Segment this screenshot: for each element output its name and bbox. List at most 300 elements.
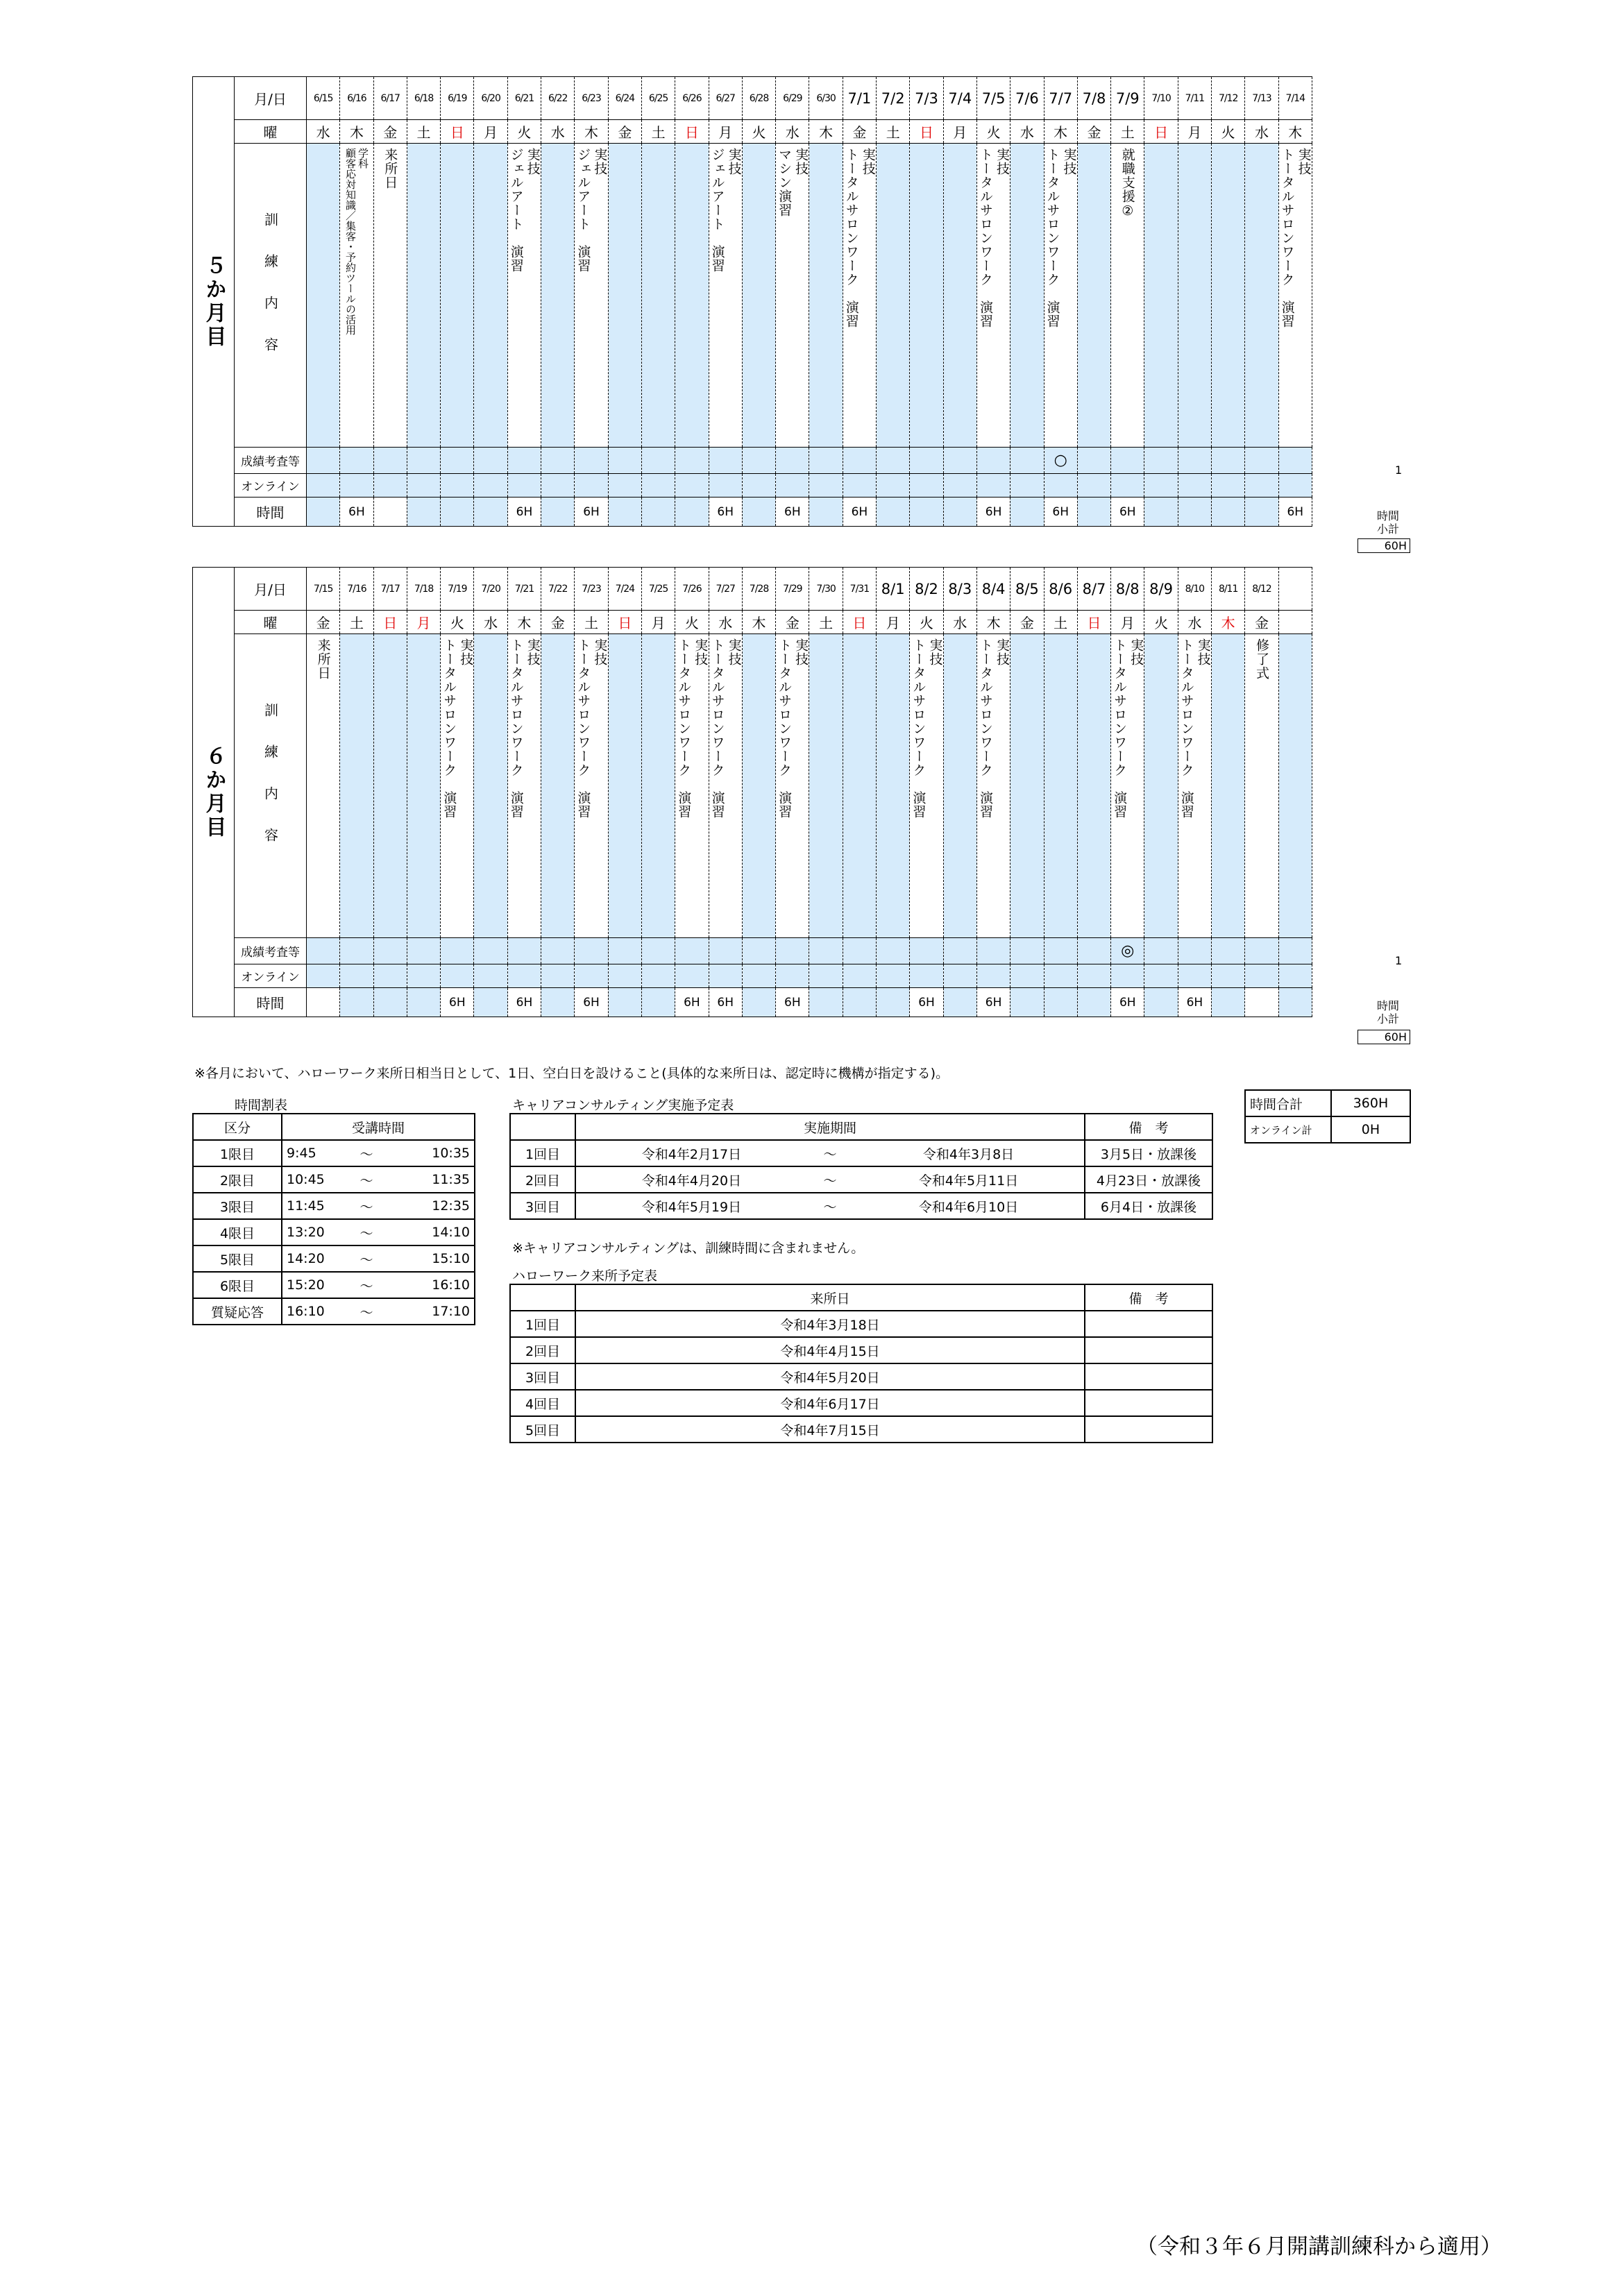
month5-online-row-cell bbox=[1144, 474, 1178, 498]
timetable-row bbox=[193, 1193, 475, 1219]
month5-hours-row-cell bbox=[675, 498, 709, 527]
hellowork-round: 4回目 bbox=[510, 1390, 575, 1416]
training-content-text: 実技 トータルサロンワーク 演習 bbox=[1279, 148, 1312, 328]
month5-grade-row-cell bbox=[1144, 448, 1178, 474]
month6-date-row-cell: 8/7 bbox=[1077, 568, 1110, 611]
month5-online-row-cell bbox=[441, 474, 474, 498]
month5-hours-row-cell bbox=[877, 498, 910, 527]
month5-weekday-row-cell: 火 bbox=[976, 120, 1010, 144]
month5-hours-row-cell: 6H bbox=[843, 498, 876, 527]
month5-content-row-cell bbox=[1044, 144, 1077, 448]
month5-hours-row-cell bbox=[307, 498, 340, 527]
month6-hours-row-label: 時間 bbox=[235, 988, 307, 1017]
training-content-text: 実技 トータルサロンワーク 演習 bbox=[1178, 638, 1211, 819]
month5-content-row-cell bbox=[910, 144, 943, 448]
period-start: 14:20 bbox=[282, 1245, 346, 1272]
month6-grade-row-cell bbox=[340, 938, 373, 964]
training-content-text: 就職支援② bbox=[1119, 148, 1135, 219]
month6-content-row-cell bbox=[1010, 634, 1044, 938]
hellowork-row bbox=[510, 1311, 1212, 1337]
month6-hours-row-cell: 6H bbox=[441, 988, 474, 1017]
hellowork-date: 令和4年4月15日 bbox=[575, 1337, 1085, 1363]
month6-grade-row-cell bbox=[742, 938, 775, 964]
month5-hours-row-cell: 6H bbox=[340, 498, 373, 527]
period-start: 15:20 bbox=[282, 1272, 346, 1298]
month5-grade-row-cell bbox=[1178, 448, 1211, 474]
col-period: 実施期間 bbox=[575, 1114, 1085, 1140]
month6-date-row bbox=[193, 568, 1312, 611]
month6-online-row-cell bbox=[575, 964, 608, 988]
hellowork-row bbox=[510, 1363, 1212, 1390]
training-content-text: 実技 トータルサロンワーク 演習 bbox=[1112, 638, 1144, 819]
month6-content-row-cell bbox=[742, 634, 775, 938]
month5-grade-row-cell bbox=[541, 448, 575, 474]
month6-hours-row-cell: 6H bbox=[910, 988, 943, 1017]
total-hours-value: 360H bbox=[1331, 1090, 1410, 1116]
month5-grade-row-cell bbox=[1077, 448, 1110, 474]
online-total-label: オンライン計 bbox=[1245, 1116, 1331, 1143]
month6-date-row-cell: 8/2 bbox=[910, 568, 943, 611]
month6-weekday-row-cell: 水 bbox=[709, 611, 742, 634]
month6-content-row-cell bbox=[1111, 634, 1144, 938]
month6-content-row-cell bbox=[1044, 634, 1077, 938]
hellowork-remark bbox=[1085, 1311, 1212, 1337]
month5-date-row-cell: 6/18 bbox=[407, 77, 440, 120]
training-content-text: 実技 ジェルアート 演習 bbox=[508, 148, 541, 273]
month5-content-row-cell bbox=[441, 144, 474, 448]
month6-grade-row-cell bbox=[307, 938, 340, 964]
month5-weekday-row-cell: 月 bbox=[943, 120, 976, 144]
month6-hours-row-cell bbox=[1278, 988, 1312, 1017]
period-end: 11:35 bbox=[387, 1166, 475, 1193]
timetable-header bbox=[193, 1114, 475, 1140]
month6-content-row-cell bbox=[541, 634, 575, 938]
training-content-text: 実技 トータルサロンワーク 演習 bbox=[508, 638, 541, 819]
month5-grade-row-cell bbox=[307, 448, 340, 474]
month5-grade-row-cell bbox=[809, 448, 843, 474]
month6-hours-row-cell bbox=[541, 988, 575, 1017]
month6-online-row-cell bbox=[407, 964, 440, 988]
month6-hours-row-cell bbox=[943, 988, 976, 1017]
month5-online-row-cell bbox=[943, 474, 976, 498]
month6-weekday-row-cell: 土 bbox=[340, 611, 373, 634]
month6-grade-row-cell bbox=[1144, 938, 1178, 964]
month6-grade-row-cell bbox=[976, 938, 1010, 964]
month5-weekday-row-cell: 金 bbox=[1077, 120, 1110, 144]
month5-weekday-row-cell: 日 bbox=[441, 120, 474, 144]
hellowork-remark bbox=[1085, 1363, 1212, 1390]
month5-online-row-cell bbox=[1245, 474, 1278, 498]
month5-date-row-cell: 7/6 bbox=[1010, 77, 1044, 120]
month6-hours-row-cell bbox=[877, 988, 910, 1017]
month6-online-row-cell bbox=[340, 964, 373, 988]
month5-date-row-cell: 7/8 bbox=[1077, 77, 1110, 120]
month6-weekday-row-cell: 金 bbox=[1245, 611, 1278, 634]
month6-hours-row-cell: 6H bbox=[575, 988, 608, 1017]
month5-weekday-row-cell: 土 bbox=[407, 120, 440, 144]
month5-weekday-row-cell: 月 bbox=[474, 120, 507, 144]
month5-content-row-cell bbox=[742, 144, 775, 448]
career-caption: キャリアコンサルティング実施予定表 bbox=[512, 1098, 734, 1113]
career-remark: 6月4日・放課後 bbox=[1085, 1193, 1212, 1219]
training-content-text: 実技 トータルサロンワーク 演習 bbox=[1044, 148, 1077, 328]
month6-grade-row-cell bbox=[608, 938, 641, 964]
month6-hours-row-cell: 6H bbox=[1111, 988, 1144, 1017]
period-end: 17:10 bbox=[387, 1298, 475, 1325]
month6-hours-row-cell: 6H bbox=[776, 988, 809, 1017]
month6-date-row-cell: 7/29 bbox=[776, 568, 809, 611]
month6-weekday-row bbox=[193, 611, 1312, 634]
month5-online-row-cell bbox=[709, 474, 742, 498]
month5-online-row-cell bbox=[608, 474, 641, 498]
month6-hours-row-cell bbox=[474, 988, 507, 1017]
month6-online-row-cell bbox=[307, 964, 340, 988]
month6-date-row-cell: 8/1 bbox=[877, 568, 910, 611]
career-sep: ～ bbox=[807, 1166, 853, 1193]
month6-content-row-cell bbox=[507, 634, 541, 938]
month6-date-row-cell: 8/3 bbox=[943, 568, 976, 611]
month5-weekday-row-cell: 金 bbox=[843, 120, 876, 144]
month6-table bbox=[192, 567, 1312, 1017]
month5-hours-row bbox=[193, 498, 1312, 527]
hellowork-round: 2回目 bbox=[510, 1337, 575, 1363]
month6-online-row-cell bbox=[1245, 964, 1278, 988]
month6-weekday-row-cell: 日 bbox=[373, 611, 407, 634]
month6-content-row-cell bbox=[407, 634, 440, 938]
training-content-text: 実技 トータルサロンワーク 演習 bbox=[441, 638, 474, 819]
timetable-row bbox=[193, 1219, 475, 1245]
month6-weekday-row-cell: 木 bbox=[1212, 611, 1245, 634]
month6-online-row-cell bbox=[776, 964, 809, 988]
period-end: 10:35 bbox=[387, 1140, 475, 1166]
month5-hours-row-cell bbox=[441, 498, 474, 527]
month6-date-row-cell: 7/23 bbox=[575, 568, 608, 611]
month6-grade-row-cell bbox=[641, 938, 675, 964]
month5-grade-row-cell bbox=[877, 448, 910, 474]
month5-date-row-cell: 7/11 bbox=[1178, 77, 1211, 120]
month6-weekday-row-cell: 木 bbox=[976, 611, 1010, 634]
month5-hours-row-cell bbox=[608, 498, 641, 527]
career-to: 令和4年5月11日 bbox=[853, 1166, 1085, 1193]
career-sep: ～ bbox=[807, 1193, 853, 1219]
month6-subtotal: 60H bbox=[1357, 1030, 1410, 1044]
month5-content-row-cell bbox=[843, 144, 876, 448]
career-header-blank bbox=[510, 1114, 575, 1140]
month6-side-one: 1 bbox=[1395, 954, 1403, 967]
month6-weekday-row-cell: 日 bbox=[843, 611, 876, 634]
month6-content-row-cell bbox=[1178, 634, 1211, 938]
month5-content-row-cell bbox=[976, 144, 1010, 448]
month6-content-row-cell bbox=[1278, 634, 1312, 938]
month6-content-row-label bbox=[235, 634, 307, 938]
month5-content-row-cell bbox=[1144, 144, 1178, 448]
career-note: ※キャリアコンサルティングは、訓練時間に含まれません。 bbox=[512, 1241, 865, 1256]
month6-grade-row-cell bbox=[1010, 938, 1044, 964]
month5-grade-row-cell bbox=[943, 448, 976, 474]
timetable-caption: 時間割表 bbox=[235, 1098, 288, 1113]
month5-date-row-cell: 7/10 bbox=[1144, 77, 1178, 120]
period-start: 11:45 bbox=[282, 1193, 346, 1219]
month6-weekday-row-cell: 月 bbox=[407, 611, 440, 634]
month6-weekday-row-cell: 土 bbox=[809, 611, 843, 634]
month6-date-row-label: 月/日 bbox=[235, 568, 307, 611]
online-total-row bbox=[1245, 1116, 1410, 1143]
period-sep: ～ bbox=[346, 1219, 387, 1245]
period-start: 16:10 bbox=[282, 1298, 346, 1325]
career-header bbox=[510, 1114, 1212, 1140]
month6-hours-row-cell bbox=[742, 988, 775, 1017]
month6-weekday-row-cell: 火 bbox=[910, 611, 943, 634]
period-name: 質疑応答 bbox=[193, 1298, 282, 1325]
total-hours-row bbox=[1245, 1090, 1410, 1116]
month5-date-row-cell: 7/5 bbox=[976, 77, 1010, 120]
month5-weekday-row-cell: 土 bbox=[1111, 120, 1144, 144]
career-row bbox=[510, 1193, 1212, 1219]
month6-grade-row bbox=[193, 938, 1312, 964]
month5-grade-row-cell bbox=[608, 448, 641, 474]
month5-grade-row-cell: ○ bbox=[1044, 448, 1077, 474]
month5-date-row-cell: 6/27 bbox=[709, 77, 742, 120]
training-content-text: 実技 トータルサロンワーク 演習 bbox=[843, 148, 876, 328]
month5-online-row-cell bbox=[541, 474, 575, 498]
hellowork-round: 1回目 bbox=[510, 1311, 575, 1337]
month6-schedule bbox=[192, 567, 1312, 1017]
month5-content-row-cell bbox=[1178, 144, 1211, 448]
month5-hours-row-cell bbox=[943, 498, 976, 527]
training-content-text: 実技 マシン演習 bbox=[777, 148, 809, 217]
month6-date-row-cell: 7/26 bbox=[675, 568, 709, 611]
month6-content-row-cell bbox=[843, 634, 876, 938]
total-hours-label: 時間合計 bbox=[1245, 1090, 1331, 1116]
hellowork-date: 令和4年6月17日 bbox=[575, 1390, 1085, 1416]
month5-grade-row-cell bbox=[776, 448, 809, 474]
month5-content-row-cell bbox=[340, 144, 373, 448]
month5-content-row-cell bbox=[373, 144, 407, 448]
month5-date-row-cell: 6/30 bbox=[809, 77, 843, 120]
month6-online-row-cell bbox=[1010, 964, 1044, 988]
career-from: 令和4年2月17日 bbox=[575, 1140, 807, 1166]
month6-online-row-cell bbox=[843, 964, 876, 988]
training-content-text: 修了式 bbox=[1253, 638, 1269, 680]
month5-hours-row-cell: 6H bbox=[976, 498, 1010, 527]
month6-grade-row-cell bbox=[1245, 938, 1278, 964]
month6-weekday-row-cell: 金 bbox=[776, 611, 809, 634]
month5-content-row-cell bbox=[407, 144, 440, 448]
hellowork-header bbox=[510, 1284, 1212, 1311]
month6-hours-row bbox=[193, 988, 1312, 1017]
month6-grade-row-cell bbox=[1178, 938, 1211, 964]
month5-side-hours-label: 時間 小計 bbox=[1376, 509, 1399, 536]
month5-hours-row-cell bbox=[407, 498, 440, 527]
month5-online-row-cell bbox=[976, 474, 1010, 498]
timetable-row bbox=[193, 1140, 475, 1166]
month5-online-row-cell bbox=[877, 474, 910, 498]
month6-weekday-row-cell: 金 bbox=[1010, 611, 1044, 634]
hellowork-remark bbox=[1085, 1390, 1212, 1416]
month5-content-row-cell bbox=[507, 144, 541, 448]
month5-content-row-cell bbox=[709, 144, 742, 448]
training-content-text: 実技 トータルサロンワーク 演習 bbox=[977, 148, 1010, 328]
month6-online-row-cell bbox=[976, 964, 1010, 988]
month5-weekday-row-cell: 日 bbox=[675, 120, 709, 144]
training-content-text: 来所日 bbox=[315, 638, 331, 680]
month6-content-row-cell bbox=[776, 634, 809, 938]
month5-grade-row-cell bbox=[641, 448, 675, 474]
month5-side-one: 1 bbox=[1395, 464, 1403, 477]
month5-hours-row-cell: 6H bbox=[1111, 498, 1144, 527]
hellowork-round: 3回目 bbox=[510, 1363, 575, 1390]
month5-date-row-cell: 7/3 bbox=[910, 77, 943, 120]
month5-grade-row-cell bbox=[976, 448, 1010, 474]
month6-content-row-cell bbox=[474, 634, 507, 938]
month6-grade-row-cell bbox=[575, 938, 608, 964]
month5-hours-row-cell bbox=[641, 498, 675, 527]
month6-date-row-cell: 8/10 bbox=[1178, 568, 1211, 611]
month6-content-row-cell bbox=[641, 634, 675, 938]
month6-date-row-cell: 7/17 bbox=[373, 568, 407, 611]
month5-date-row-cell: 7/9 bbox=[1111, 77, 1144, 120]
month6-weekday-row-cell: 日 bbox=[608, 611, 641, 634]
month6-content-row-cell bbox=[1245, 634, 1278, 938]
month5-content-row-cell bbox=[1212, 144, 1245, 448]
month5-hours-row-label: 時間 bbox=[235, 498, 307, 527]
month6-online-row-cell bbox=[441, 964, 474, 988]
period-name: 3限目 bbox=[193, 1193, 282, 1219]
month6-grade-row-cell bbox=[1278, 938, 1312, 964]
month6-hours-row-cell bbox=[1077, 988, 1110, 1017]
month6-title-cell bbox=[193, 568, 235, 1017]
month6-content-row-cell bbox=[340, 634, 373, 938]
visit-day-note: ※各月において、ハローワーク来所日相当日として、1日、空白日を設けること(具体的な来所日は、認定時に機構が指定する)。 bbox=[194, 1066, 949, 1081]
month5-grade-row-label: 成績考査等 bbox=[235, 448, 307, 474]
month6-date-row-cell: 7/21 bbox=[507, 568, 541, 611]
month5-date-row-cell: 7/4 bbox=[943, 77, 976, 120]
period-name: 4限目 bbox=[193, 1219, 282, 1245]
period-sep: ～ bbox=[346, 1272, 387, 1298]
month6-grade-row-cell bbox=[910, 938, 943, 964]
month5-grade-row-cell bbox=[373, 448, 407, 474]
hellowork-date: 令和4年7月15日 bbox=[575, 1416, 1085, 1443]
training-content-text: 来所日 bbox=[382, 148, 398, 189]
month5-date-row bbox=[193, 77, 1312, 120]
month5-content-row-cell bbox=[541, 144, 575, 448]
month6-grade-row-cell bbox=[809, 938, 843, 964]
month6-grade-row-cell: ◎ bbox=[1111, 938, 1144, 964]
month5-content-row-cell bbox=[474, 144, 507, 448]
month6-content-label-text: 訓練内容 bbox=[262, 702, 279, 869]
month5-subtotal: 60H bbox=[1357, 538, 1410, 553]
month5-online-row-cell bbox=[1278, 474, 1312, 498]
month6-weekday-row-cell: 土 bbox=[1044, 611, 1077, 634]
timetable-row bbox=[193, 1272, 475, 1298]
month5-date-row-cell: 6/20 bbox=[474, 77, 507, 120]
month6-online-row-cell bbox=[1044, 964, 1077, 988]
month5-weekday-row-cell: 火 bbox=[742, 120, 775, 144]
month6-date-row-cell: 8/4 bbox=[976, 568, 1010, 611]
month5-content-row-cell bbox=[675, 144, 709, 448]
training-content-text: 実技 ジェルアート 演習 bbox=[709, 148, 742, 273]
month5-date-row-cell: 7/12 bbox=[1212, 77, 1245, 120]
month6-date-row-cell: 8/11 bbox=[1212, 568, 1245, 611]
month5-hours-row-cell: 6H bbox=[709, 498, 742, 527]
month6-grade-row-cell bbox=[441, 938, 474, 964]
col-remark: 備 考 bbox=[1085, 1114, 1212, 1140]
month5-content-row-cell bbox=[1010, 144, 1044, 448]
month6-online-row-cell bbox=[809, 964, 843, 988]
career-row bbox=[510, 1166, 1212, 1193]
month6-grade-row-cell bbox=[507, 938, 541, 964]
month5-schedule bbox=[192, 76, 1312, 527]
month5-content-row-cell bbox=[776, 144, 809, 448]
period-name: 5限目 bbox=[193, 1245, 282, 1272]
month5-content-row-cell bbox=[1245, 144, 1278, 448]
month6-online-row-cell bbox=[1212, 964, 1245, 988]
period-end: 12:35 bbox=[387, 1193, 475, 1219]
month5-table bbox=[192, 76, 1312, 527]
month6-weekday-row-cell: 日 bbox=[1077, 611, 1110, 634]
month5-online-row-cell bbox=[1178, 474, 1211, 498]
training-content-text: 学科 顧客応対知識／集客・予約ツールの活用 bbox=[344, 148, 369, 335]
month5-date-row-cell: 6/15 bbox=[307, 77, 340, 120]
month5-content-row-cell bbox=[641, 144, 675, 448]
month6-online-row-cell bbox=[541, 964, 575, 988]
month5-hours-row-cell: 6H bbox=[575, 498, 608, 527]
month6-grade-row-cell bbox=[373, 938, 407, 964]
month6-date-row-cell: 7/24 bbox=[608, 568, 641, 611]
month5-weekday-row bbox=[193, 120, 1312, 144]
month6-online-row-cell bbox=[641, 964, 675, 988]
col-hw-remark: 備 考 bbox=[1085, 1284, 1212, 1311]
month6-content-row-cell bbox=[1077, 634, 1110, 938]
month6-weekday-row-cell: 月 bbox=[641, 611, 675, 634]
month6-online-row-cell bbox=[1077, 964, 1110, 988]
month6-hours-row-cell: 6H bbox=[507, 988, 541, 1017]
month5-online-row-cell bbox=[809, 474, 843, 498]
month6-content-row-cell bbox=[1212, 634, 1245, 938]
month5-date-row-cell: 6/25 bbox=[641, 77, 675, 120]
month6-date-row-cell bbox=[1278, 568, 1312, 611]
timetable-row bbox=[193, 1166, 475, 1193]
totals-table bbox=[1244, 1089, 1411, 1143]
month6-grade-row-cell bbox=[541, 938, 575, 964]
month5-title: ５か月目 bbox=[201, 254, 226, 349]
month5-weekday-row-cell: 月 bbox=[1178, 120, 1211, 144]
month6-weekday-row-cell: 水 bbox=[474, 611, 507, 634]
month5-hours-row-cell bbox=[1212, 498, 1245, 527]
career-remark: 4月23日・放課後 bbox=[1085, 1166, 1212, 1193]
month5-date-row-cell: 7/13 bbox=[1245, 77, 1278, 120]
month6-weekday-row-cell: 金 bbox=[307, 611, 340, 634]
month6-hours-row-cell bbox=[340, 988, 373, 1017]
training-content-text: 実技 トータルサロンワーク 演習 bbox=[977, 638, 1010, 819]
month5-content-row-cell bbox=[1278, 144, 1312, 448]
month6-online-row-cell bbox=[1278, 964, 1312, 988]
month5-online-row-cell bbox=[1010, 474, 1044, 498]
training-content-text: 実技 トータルサロンワーク 演習 bbox=[575, 638, 608, 819]
month6-hours-row-cell: 6H bbox=[675, 988, 709, 1017]
month6-online-row-cell bbox=[709, 964, 742, 988]
period-name: 2限目 bbox=[193, 1166, 282, 1193]
month6-weekday-row-cell: 火 bbox=[441, 611, 474, 634]
month6-grade-row-cell bbox=[776, 938, 809, 964]
month5-hours-row-cell bbox=[1010, 498, 1044, 527]
month5-online-row-cell bbox=[474, 474, 507, 498]
month6-online-row-cell bbox=[675, 964, 709, 988]
month5-date-row-cell: 6/16 bbox=[340, 77, 373, 120]
month5-grade-row-cell bbox=[709, 448, 742, 474]
training-content-text: 実技 トータルサロンワーク 演習 bbox=[777, 638, 809, 819]
month5-online-row-cell bbox=[776, 474, 809, 498]
